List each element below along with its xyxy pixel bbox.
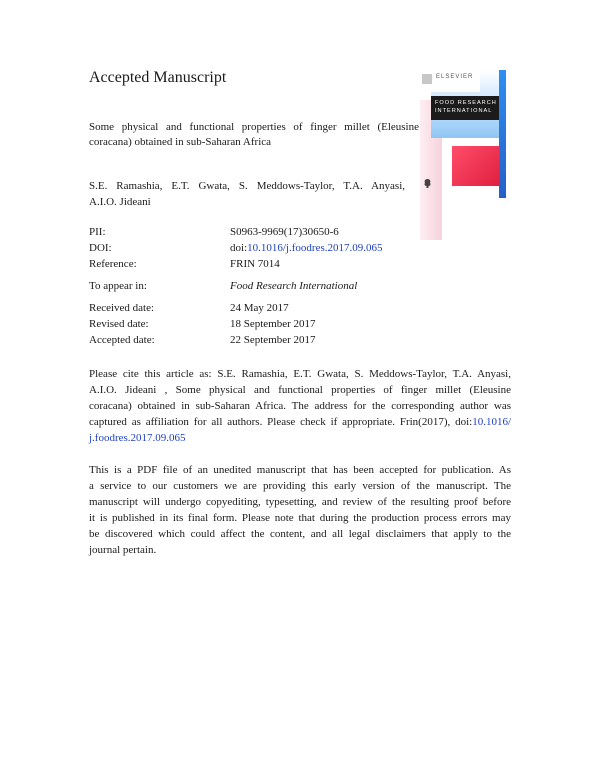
author-line: A.I.O. Jideani	[89, 196, 151, 208]
meta-to-appear	[89, 279, 357, 293]
journal-name: Food Research International	[230, 280, 358, 292]
meta-value: 18 September 2017	[230, 318, 316, 330]
notice-line: journal pertain.	[89, 544, 157, 556]
publisher-logo-text: ELSEVIER	[436, 74, 474, 80]
meta-value: 24 May 2017	[230, 302, 289, 314]
author-list	[89, 178, 405, 210]
cover-publisher-logo	[420, 70, 480, 92]
meta-label: Revised date:	[89, 318, 149, 330]
page-heading: Accepted Manuscript	[89, 69, 227, 86]
citation-paragraph	[89, 366, 511, 446]
meta-doi	[89, 241, 382, 255]
meta-revised	[89, 317, 316, 331]
title-line: coracana) obtained in sub-Saharan Africa	[89, 136, 272, 148]
publisher-tree-icon	[422, 74, 432, 84]
notice-line: it is published in its final form. Please note that during the production process errors may	[89, 512, 511, 524]
cover-blue-strip	[499, 70, 506, 198]
meta-label: Reference:	[89, 258, 137, 270]
citation-line: Please cite this article as: S.E. Ramashia, E.T. Gwata, S. Meddows-Taylor, T.A. Anyasi,	[89, 368, 511, 380]
meta-label: Accepted date:	[89, 334, 155, 346]
elsevier-tree-icon	[423, 178, 432, 189]
notice-line: This is a PDF file of an unedited manuscript that has been accepted for publication. As	[89, 464, 511, 476]
meta-value: FRIN 7014	[230, 258, 280, 270]
doi-prefix: doi:	[230, 242, 248, 254]
meta-value: S0963-9969(17)30650-6	[230, 226, 339, 238]
author-line: S.E. Ramashia, E.T. Gwata, S. Meddows-Taylor, T.A. Anyasi,	[89, 180, 405, 192]
doi-link-part[interactable]: j.foodres.2017.09.065	[89, 432, 186, 444]
article-title	[89, 120, 419, 150]
meta-pii	[89, 225, 339, 239]
notice-paragraph	[89, 462, 511, 558]
citation-text: captured as affiliation for all authors. Please check if appropriate. Frin(2017), doi:	[89, 416, 473, 428]
citation-line: A.I.O. Jideani , Some physical and functional properties of finger millet (Eleusine	[89, 384, 511, 396]
meta-reference	[89, 257, 280, 271]
cover-title-line: FOOD RESEARCH	[435, 100, 497, 106]
meta-label: To appear in:	[89, 280, 147, 292]
doi-link-part[interactable]: 10.1016/	[472, 416, 511, 428]
cover-red-block	[452, 146, 499, 186]
cover-title-line: INTERNATIONAL	[435, 108, 493, 114]
notice-line: a service to our customers we are providing this early version of the manuscript. The	[89, 480, 511, 492]
meta-received	[89, 301, 289, 315]
meta-accepted	[89, 333, 316, 347]
meta-label: PII:	[89, 226, 106, 238]
notice-line: manuscript will undergo copyediting, typesetting, and review of the resulting proof before	[89, 496, 511, 508]
meta-label: DOI:	[89, 242, 112, 254]
meta-label: Received date:	[89, 302, 155, 314]
citation-line	[89, 430, 511, 446]
meta-value: 22 September 2017	[230, 334, 316, 346]
journal-cover	[420, 70, 512, 198]
citation-line	[89, 414, 511, 430]
title-line: Some physical and functional properties of finger millet (Eleusine	[89, 121, 419, 133]
notice-line: be discovered which could affect the content, and all legal disclaimers that apply to the	[89, 528, 511, 540]
citation-line: coracana) obtained in sub-Saharan Africa. The address for the corresponding author was	[89, 400, 511, 412]
cover-title-bar	[431, 96, 499, 120]
doi-link[interactable]: 10.1016/j.foodres.2017.09.065	[247, 242, 383, 254]
